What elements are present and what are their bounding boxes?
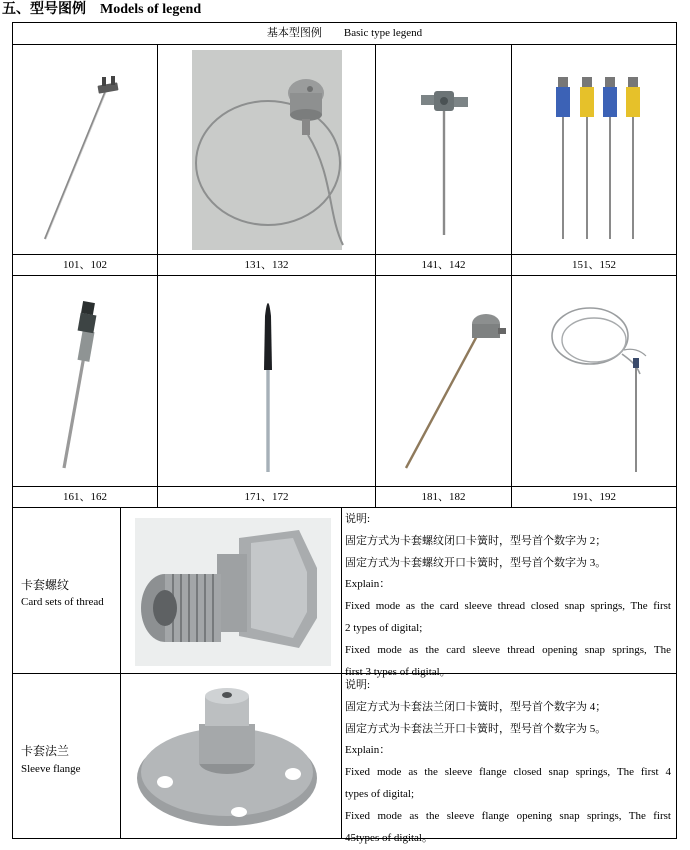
section-heading-en: Models of legend	[100, 2, 202, 17]
legend-title-cn: 基本型图例	[266, 27, 322, 39]
fixing-label-cn: 卡套螺纹	[21, 578, 70, 592]
explain-line: 固定方式为卡套螺纹闭口卡簧时，型号首个数字为 2；	[345, 534, 607, 547]
explain-line: Explain：	[345, 744, 391, 757]
model-caption: 181、182	[421, 491, 466, 503]
model-caption: 141、142	[421, 259, 466, 271]
grid-line	[341, 507, 342, 838]
explain-line: Fixed mode as the sleeve flange opening snap springs, The first	[345, 809, 671, 822]
explain-line: Fixed mode as the sleeve flange closed snap springs, The first 4	[345, 766, 671, 779]
explain-line: types of digital;	[345, 787, 415, 800]
threaded-fitting-thermocouple-icon	[14, 276, 157, 486]
flexible-cable-thermocouple-icon	[512, 276, 676, 486]
explanation-thread	[345, 509, 671, 683]
model-caption: 151、152	[572, 259, 616, 271]
explain-line: first 3 types of digital。	[345, 665, 451, 678]
model-caption: 191、192	[572, 491, 616, 503]
explain-line: 固定方式为卡套法兰闭口卡簧时，型号首个数字为 4；	[345, 700, 607, 713]
legend-title-en: Basic type legend	[343, 27, 423, 39]
junction-box-thermocouple-icon	[376, 45, 511, 254]
compression-fitting-icon	[121, 508, 341, 673]
model-caption: 101、102	[63, 259, 107, 271]
explain-line: Fixed mode as the card sleeve thread opening snap springs, The	[345, 643, 671, 656]
section-heading-cn: 五、型号图例	[2, 2, 86, 17]
model-caption: 131、132	[244, 259, 289, 271]
thermocouple-probe-icon	[14, 45, 157, 254]
head-assembly-thermocouple-icon	[376, 276, 511, 486]
explain-line: Fixed mode as the card sleeve thread closed snap springs, The first	[345, 600, 671, 613]
explanation-flange	[345, 675, 671, 849]
fixing-label-en: Sleeve flange	[21, 763, 81, 775]
explain-line: Explain：	[345, 578, 391, 591]
sleeve-flange-icon	[121, 674, 341, 838]
explain-line: 说明:	[345, 679, 371, 691]
explain-line: 说明:	[345, 513, 371, 525]
armored-thermocouple-coil-icon	[158, 45, 375, 254]
connector-plug-thermocouples-icon	[512, 45, 676, 254]
model-caption: 161、162	[63, 491, 107, 503]
fixing-label-en: Card sets of thread	[21, 596, 104, 608]
handle-probe-thermocouple-icon	[158, 276, 375, 486]
model-caption: 171、172	[244, 491, 289, 503]
legend-table	[12, 22, 677, 844]
explain-line: 45types of digital。	[345, 831, 433, 844]
section-heading	[2, 0, 201, 20]
fixing-label-cn: 卡套法兰	[21, 744, 70, 758]
explain-line: 固定方式为卡套螺纹开口卡簧时，型号首个数字为 3。	[345, 556, 607, 569]
grid-line	[13, 507, 676, 508]
explain-line: 2 types of digital;	[345, 621, 423, 634]
legend-title	[13, 23, 676, 44]
explain-line: 固定方式为卡套法兰开口卡簧时，型号首个数字为 5。	[345, 722, 607, 735]
